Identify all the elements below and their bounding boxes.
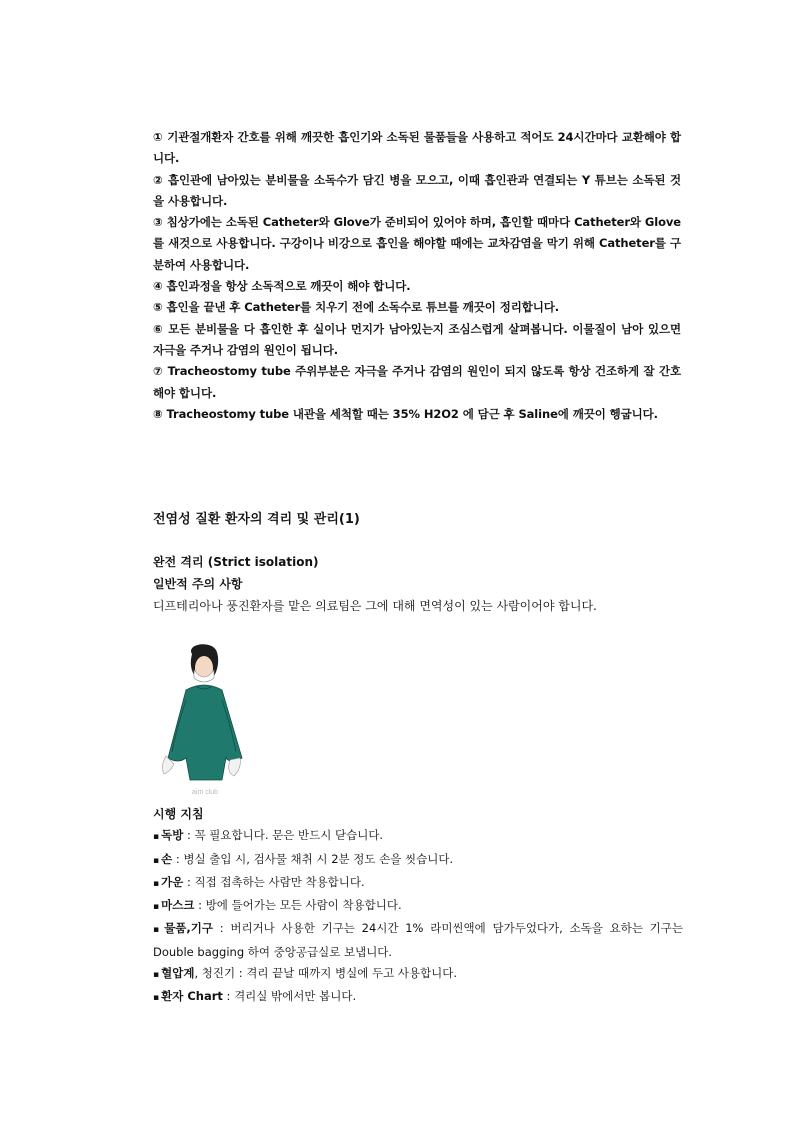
- care-item-8: ⑧ Tracheostomy tube 내관을 세척할 때는 35% H2O2 에 담근 후 Saline에 깨끗이 헹굽니다.: [153, 406, 658, 421]
- bullet-icon: ▪: [153, 970, 160, 981]
- care-item-3: ③ 침상가에는 소독된 Catheter와 Glove가 준비되어 있어야 하며, 흡인할 때마다 Catheter와 Glove를 새것으로 사용합니다. 구강이나 비강으로 흡인을 해야할 때에는 교차감염을 막기 위해 Catheter를 구분하여 사용합니다.: [153, 215, 681, 272]
- guideline-text: : 방에 들어가는 모든 사람이 착용합니다.: [194, 898, 402, 913]
- guideline-text: : 직접 접촉하는 사람만 착용합니다.: [183, 874, 365, 889]
- guideline-text: , 청진기 : 격리 끝날 때까지 병실에 두고 사용합니다.: [194, 966, 458, 981]
- care-item-7: ⑦ Tracheostomy tube 주위부분은 자극을 주거나 감염의 원인이 되지 않도록 항상 건조하게 잘 간호해야 합니다.: [153, 364, 681, 400]
- bullet-icon: ▪: [153, 832, 160, 843]
- guideline-text: : 버리거나 사용한 기구는 24시간 1% 라미씬액에 담가두었다가, 소독을 요하는 기구는 Double bagging 하여 중앙공급실로 보냅니다.: [153, 921, 683, 959]
- bullet-icon: ▪: [153, 993, 160, 1004]
- bullet-icon: ▪: [153, 902, 160, 913]
- guideline-item: [153, 963, 683, 986]
- guideline-label: 물품,기구: [164, 921, 213, 936]
- guideline-label: 환자 Chart: [161, 989, 223, 1004]
- strict-isolation-section: [153, 551, 683, 617]
- guideline-item: [153, 849, 683, 872]
- tracheostomy-care-list: [153, 127, 681, 425]
- gowned-nurse-illustration: [156, 640, 252, 800]
- guidelines-section: [153, 804, 683, 1010]
- care-item-5: ⑤ 흡인을 끝낸 후 Catheter를 치우기 전에 소독수로 튜브를 깨끗이 정리합니다.: [153, 300, 560, 315]
- bullet-icon: ▪: [153, 925, 163, 936]
- guideline-text: : 병실 출입 시, 검사물 채취 시 2분 정도 손을 씻습니다.: [172, 851, 454, 866]
- guideline-label: 마스크: [161, 898, 195, 913]
- guideline-item: [153, 872, 683, 895]
- care-item-4: ④ 흡인과정을 항상 소독적으로 깨끗이 해야 합니다.: [153, 279, 411, 294]
- care-item-6: ⑥ 모든 분비물을 다 흡인한 후 실이나 먼지가 남아있는지 조심스럽게 살펴봅니다. 이물질이 남아 있으면 자극을 주거나 감염의 원인이 됩니다.: [153, 321, 681, 357]
- guideline-label: 독방: [161, 828, 184, 843]
- care-item-1: ① 기관절개환자 간호를 위해 깨끗한 흡인기와 소독된 물품들을 사용하고 적어도 24시간마다 교환해야 합니다.: [153, 130, 681, 166]
- guideline-text: : 꼭 필요합니다. 문은 반드시 닫습니다.: [183, 828, 384, 843]
- guidelines-heading: 시행 지침: [153, 807, 204, 821]
- isolation-heading: 완전 격리 (Strict isolation): [153, 555, 319, 569]
- isolation-subheading: 일반적 주의 사항: [153, 577, 243, 591]
- bullet-icon: ▪: [153, 855, 160, 866]
- guideline-item: [153, 825, 683, 848]
- guideline-text: : 격리실 밖에서만 봅니다.: [222, 989, 357, 1004]
- image-watermark: aim club: [192, 789, 219, 796]
- section-title: 전염성 질환 환자의 격리 및 관리(1): [153, 512, 360, 527]
- guideline-label: 손: [161, 851, 173, 866]
- guideline-label: 혈압계: [161, 966, 195, 981]
- bullet-icon: ▪: [153, 878, 160, 889]
- isolation-intro: 디프테리아나 풍진환자를 맡은 의료팀은 그에 대해 면역성이 있는 사람이어야 합니다.: [153, 599, 597, 613]
- guideline-item: [153, 986, 683, 1009]
- guideline-label: 가운: [161, 874, 184, 889]
- care-item-2: ② 흡인관에 남아있는 분비물을 소독수가 담긴 병을 모으고, 이때 흡인관과 연결되는 Y 튜브는 소독된 것을 사용합니다.: [153, 172, 681, 208]
- guideline-item: [153, 895, 683, 918]
- guideline-item: [153, 918, 683, 963]
